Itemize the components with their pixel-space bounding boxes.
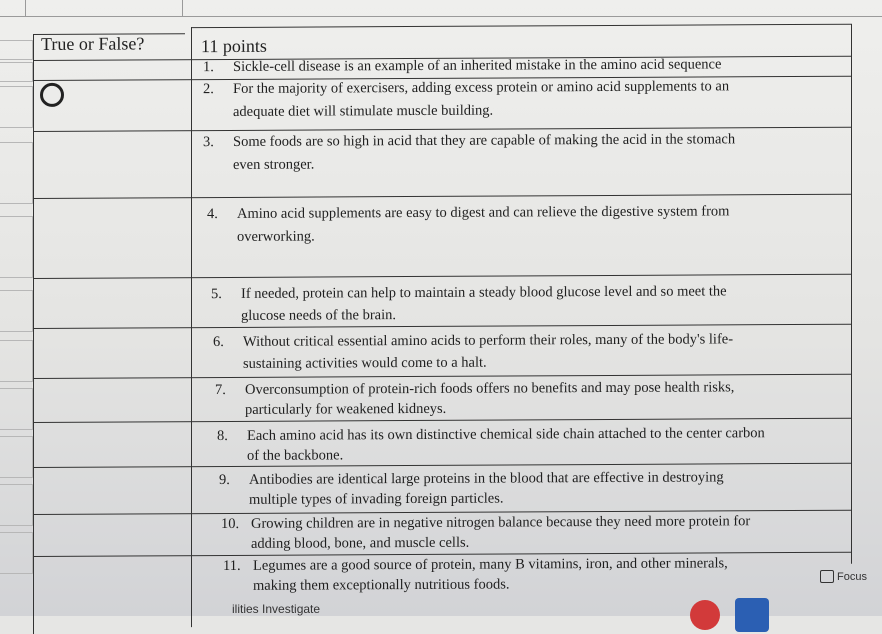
ghost-cell (0, 40, 33, 60)
ghost-cell (0, 290, 33, 332)
question-text: Amino acid supplements are easy to digest and can relieve the digestive system from (237, 203, 730, 222)
question-text: adequate diet will stimulate muscle building. (233, 102, 494, 120)
question-text: sustaining activities would come to a halt. (243, 354, 487, 372)
focus-label: Focus (837, 570, 867, 583)
top-strip (0, 0, 882, 17)
question-text: glucose needs of the brain. (241, 307, 397, 324)
question-number: 9. (219, 471, 230, 489)
left-border (33, 34, 34, 634)
question-text: adding blood, bone, and muscle cells. (251, 534, 470, 552)
question-number: 11. (223, 557, 241, 575)
question-text: Growing children are in negative nitrogen balance because they need more protein for (251, 513, 751, 532)
question-number: 1. (203, 59, 214, 76)
row-rule (33, 194, 851, 199)
question-text: making them exceptionally nutritious foods. (253, 576, 510, 594)
question-text: Legumes are a good source of protein, many B vitamins, iron, and other minerals, (253, 555, 728, 574)
ghost-cell (0, 436, 33, 478)
focus-button[interactable] (820, 570, 867, 583)
question-text: Each amino acid has its own distinctive chemical side chain attached to the center carbon (247, 425, 765, 444)
ghost-cell (0, 86, 33, 128)
right-border (851, 24, 852, 564)
question-text: multiple types of invading foreign particles. (249, 490, 504, 508)
answer-radio[interactable] (40, 83, 64, 107)
ghost-cell (0, 340, 33, 382)
question-text: For the majority of exercisers, adding excess protein or amino acid supplements to an (233, 78, 730, 97)
question-number: 8. (217, 427, 228, 445)
true-false-header: True or False? (41, 33, 145, 54)
ghost-cell (0, 216, 33, 278)
question-text: Overconsumption of protein-rich foods offers no benefits and may pose health risks, (245, 379, 735, 398)
question-number: 2. (203, 81, 214, 98)
question-number: 3. (203, 134, 214, 151)
focus-icon (820, 570, 834, 583)
question-text: of the backbone. (247, 447, 344, 464)
ghost-cell (0, 484, 33, 526)
question-text: Antibodies are identical large proteins in the blood that are effective in destroying (249, 469, 724, 488)
taskbar-app-icon[interactable] (690, 600, 720, 630)
question-number: 7. (215, 381, 226, 399)
ghost-cell (0, 142, 33, 204)
question-text: Sickle-cell disease is an example of an inherited mistake in the amino acid sequence (233, 56, 722, 75)
ghost-cell (0, 62, 33, 82)
quiz-table (33, 22, 853, 626)
ghost-cell (0, 388, 33, 430)
question-number: 6. (213, 334, 224, 351)
question-number: 4. (207, 206, 218, 223)
question-text: even stronger. (233, 156, 315, 173)
row-rule (33, 274, 851, 279)
question-text: particularly for weakened kidneys. (245, 400, 447, 418)
taskbar-app-icon[interactable] (735, 598, 769, 632)
question-text: overworking. (237, 228, 315, 245)
points-label: 11 points (201, 35, 267, 57)
question-text: Without critical essential amino acids to perform their roles, many of the body's life- (243, 331, 734, 350)
question-text: Some foods are so high in acid that they are capable of making the acid in the stomach (233, 131, 736, 150)
bottom-caption: ilities Investigate (232, 602, 321, 616)
question-text: If needed, protein can help to maintain a steady blood glucose level and so meet the (241, 283, 727, 302)
header-rule (191, 24, 851, 28)
question-number: 5. (211, 286, 222, 303)
question-number: 10. (221, 515, 240, 533)
ghost-cell (0, 532, 33, 574)
